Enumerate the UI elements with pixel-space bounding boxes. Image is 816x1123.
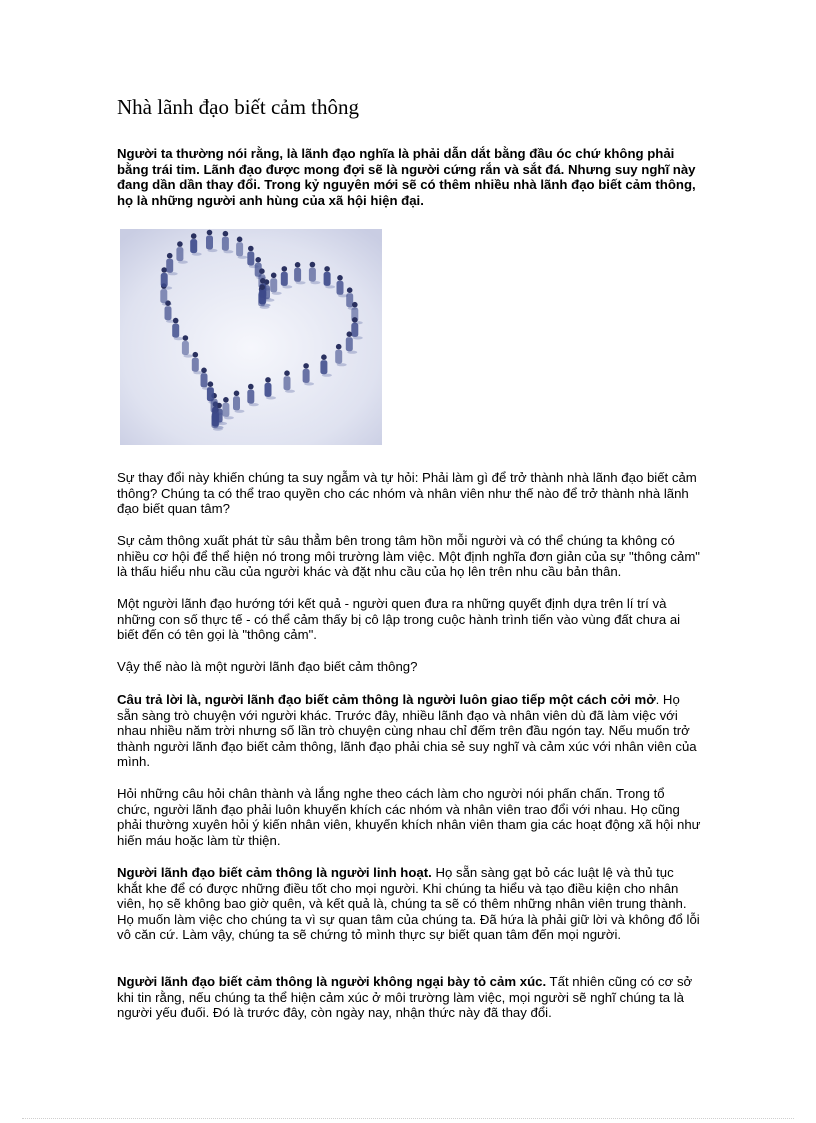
person-figure xyxy=(309,268,316,282)
lead-flexible: Người lãnh đạo biết cảm thông là người linh hoạt. xyxy=(117,865,432,880)
person-figure xyxy=(182,341,189,355)
heart-shape-people-photo xyxy=(120,229,382,445)
intro-paragraph: Người ta thường nói rằng, là lãnh đạo nghĩa là phải dẫn dắt bằng đầu óc chứ không phải bằng trái tim. Lãnh đạo được mong đợi sẽ là người cứng rắn và sắt đá. Nhưng suy nghĩ này đang dần dần thay đổi. Trong kỷ nguyên mới sẽ có thêm nhiều nhà lãnh đạo biết cảm thông, họ là những người anh hùng của xã hội hiện đại. xyxy=(117,146,696,208)
paragraph-flexible xyxy=(117,865,701,943)
person-head xyxy=(167,253,173,259)
person-head xyxy=(352,302,358,308)
person-head xyxy=(336,344,342,350)
paragraph-change: Sự thay đổi này khiến chúng ta suy ngẫm và tự hỏi: Phải làm gì để trở thành nhà lãnh đạo biết cảm thông? Chúng ta có thể trao quyền cho các nhóm và nhân viên như thế nào để trở thành nhà lãnh đạo biết quan tâm? xyxy=(117,470,697,517)
person-figure xyxy=(206,236,213,250)
paragraph-question: Vậy thế nào là một người lãnh đạo biết cảm thông? xyxy=(117,659,418,674)
person-head xyxy=(183,335,189,341)
person-head xyxy=(173,318,179,324)
person-head xyxy=(324,266,330,272)
body-flexible: Họ sẵn sàng gạt bỏ các luật lệ và thủ tục khắt khe để có được những điều tốt cho mọi người. Khi chúng ta hiểu và tạo điều kiện cho nhân viên, họ sẽ không bao giờ quên, và kết quả là, chúng ta sẽ có thêm những nhân viên trung thành. Họ muốn làm việc cho chúng ta vì sự quan tâm của chúng ta. Đã hứa là phải giữ lời và không đổ lỗi vô căn cứ. Làm vậy, chúng ta sẽ chứng tỏ mình thực sự biết quan tâm đến mọi người. xyxy=(117,865,700,943)
person-figure xyxy=(233,396,240,410)
person-figure xyxy=(265,383,272,397)
person-figure xyxy=(166,259,173,273)
paragraph-express-emotion xyxy=(117,974,701,1021)
person-figure xyxy=(284,376,291,390)
person-head xyxy=(337,275,343,281)
person-figure xyxy=(172,324,179,338)
person-head xyxy=(193,352,199,358)
person-figure xyxy=(259,290,266,304)
person-head xyxy=(237,237,243,243)
person-head xyxy=(234,391,240,397)
page-title: Nhà lãnh đạo biết cảm thông xyxy=(117,95,360,119)
person-figure xyxy=(337,281,344,295)
person-figure xyxy=(222,403,229,417)
body-open-communication: . Họ sẵn sàng trò chuyện với người khác. Trước đây, nhiều lãnh đạo và nhân viên dù đã làm việc với nhau nhiều năm trời nhưng số lần trò chuyện cùng nhau chỉ đếm trên đầu ngón tay. Nếu muốn trở thành người lãnh đạo biết cảm thông, lãnh đạo phải chia sẻ suy nghĩ và cảm xúc với nhân viên của mình. xyxy=(117,692,697,770)
person-figure xyxy=(351,323,358,337)
person-head xyxy=(259,268,265,274)
person-figure xyxy=(303,369,310,383)
person-figure xyxy=(222,237,229,251)
person-head xyxy=(347,331,353,337)
person-figure xyxy=(294,268,301,282)
person-figure xyxy=(161,273,168,287)
person-head xyxy=(321,354,327,360)
person-head xyxy=(223,231,229,237)
person-head xyxy=(208,381,214,387)
person-figure xyxy=(281,272,288,286)
person-figure xyxy=(192,358,199,372)
person-figure xyxy=(160,289,167,303)
paragraph-sincere-questions: Hỏi những câu hỏi chân thành và lắng nghe theo cách làm cho người nói phấn chấn. Trong tổ chức, người lãnh đạo phải luôn khuyến khích các nhóm và nhân viên trao đổi với nhau. Họ cũng phải thường xuyên hỏi ý kiến nhân viên, khuyến khích nhân viên tham gia các hoạt động xã hội như hiến máu hoặc làm từ thiện. xyxy=(117,786,701,848)
person-figure xyxy=(346,337,353,351)
person-head xyxy=(352,317,358,323)
person-head xyxy=(207,230,213,236)
person-head xyxy=(177,241,183,247)
person-figure xyxy=(335,350,342,364)
person-head xyxy=(255,257,261,263)
person-head xyxy=(201,368,207,374)
lead-express-emotion: Người lãnh đạo biết cảm thông là người không ngại bày tỏ cảm xúc. xyxy=(117,974,547,989)
person-head xyxy=(223,397,229,403)
person-head xyxy=(248,384,254,390)
person-head xyxy=(284,370,290,376)
lead-open-communication: Câu trả lời là, người lãnh đạo biết cảm thông là người luôn giao tiếp một cách cởi mở xyxy=(117,692,656,707)
body-express-emotion: Tất nhiên cũng có cơ sở khi tin rằng, nếu chúng ta thể hiện cảm xúc ở môi trường làm việc, mọi người sẽ nghĩ chúng ta là người yếu đuối. Đó là trước đây, còn ngày nay, nhận thức này đã thay đổi. xyxy=(117,974,693,1021)
person-head xyxy=(347,287,353,293)
person-figure xyxy=(236,242,243,256)
person-head xyxy=(310,262,316,268)
paragraph-results-leader: Một người lãnh đạo hướng tới kết quả - người quen đưa ra những quyết định dựa trên lí trí và những con số thực tế - có thể cảm thấy bị cô lập trong cuộc hành trình tiến vào vùng đất chưa ai biết đến có tên gọi là "thông cảm". xyxy=(117,596,681,643)
person-figure xyxy=(247,390,254,404)
person-head xyxy=(260,278,266,284)
person-figure xyxy=(247,252,254,266)
person-head xyxy=(282,266,288,272)
page-bottom-divider xyxy=(22,1118,794,1119)
person-head xyxy=(295,262,301,268)
person-head xyxy=(248,246,254,252)
person-figure xyxy=(270,278,277,292)
person-figure xyxy=(207,387,214,401)
person-figure xyxy=(176,247,183,261)
person-head xyxy=(303,363,309,369)
person-figure xyxy=(320,360,327,374)
person-figure xyxy=(201,373,208,387)
person-head xyxy=(259,284,265,290)
person-figure xyxy=(165,306,172,320)
person-figure xyxy=(324,272,331,286)
person-head xyxy=(271,273,277,279)
person-head xyxy=(265,377,271,383)
person-head xyxy=(191,233,197,239)
person-figure xyxy=(190,239,197,253)
paragraph-definition: Sự cảm thông xuất phát từ sâu thẳm bên trong tâm hồn mỗi người và có thể chúng ta không có nhiều cơ hội để thể hiện nó trong môi trường làm việc. Một định nghĩa đơn giản của sự "thông cảm" là thấu hiểu nhu cầu của người khác và đặt nhu cầu của họ lên trên nhu cầu bản thân. xyxy=(117,533,700,580)
paragraph-open-communication xyxy=(117,692,701,770)
person-head xyxy=(161,267,167,273)
